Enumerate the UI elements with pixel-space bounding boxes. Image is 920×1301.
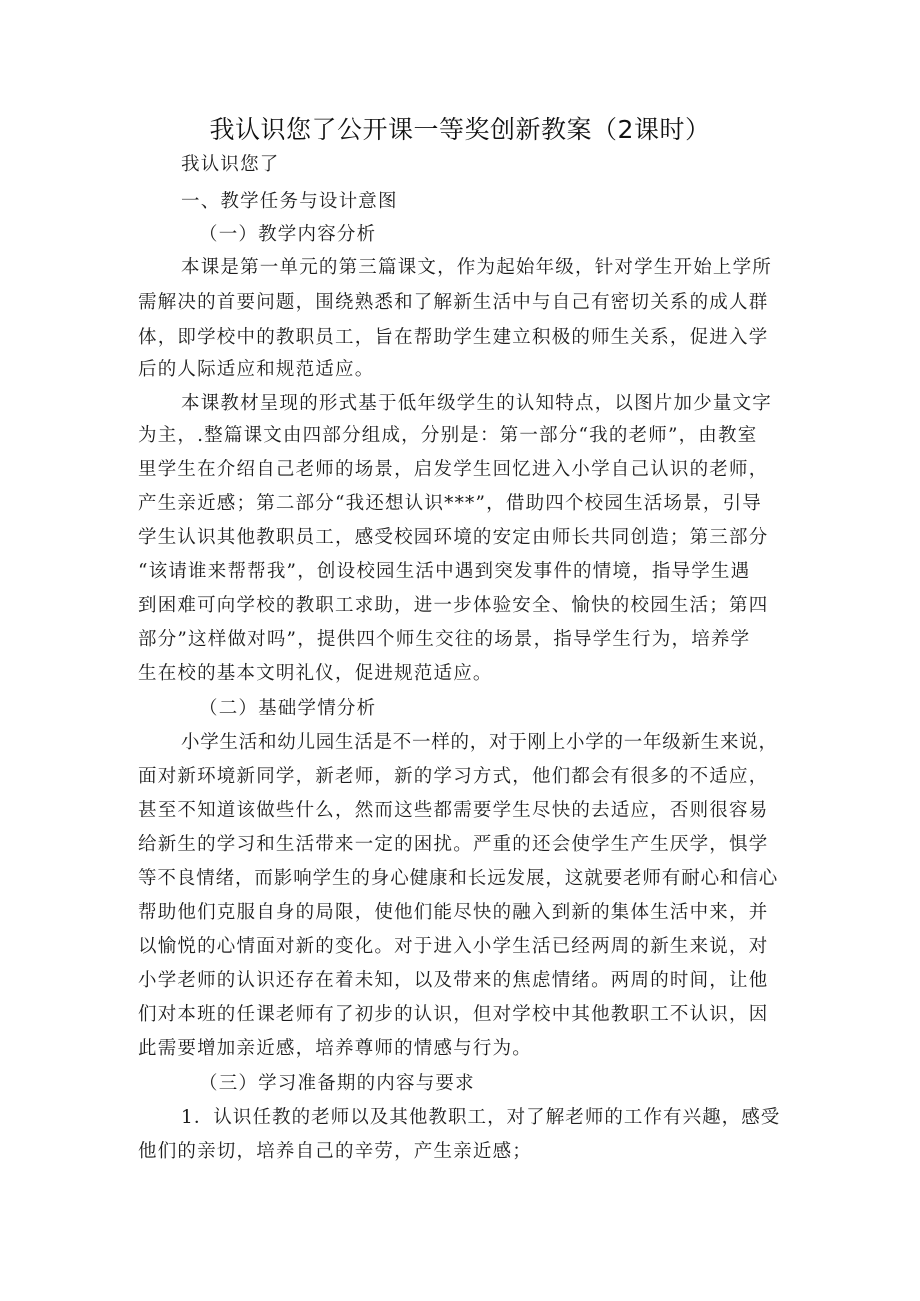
subsection-heading-3: （三）学习准备期的内容与要求 [199,1073,475,1094]
paragraph-line: 本课教材呈现的形式基于低年级学生的认知特点，以图片加少量文字 [181,393,773,414]
paragraph-line: 以愉悦的心情面对新的变化。对于进入小学生活已经两周的新生来说，对 [138,936,769,957]
section-heading-1: 一、教学任务与设计意图 [181,191,398,212]
paragraph-line: 学生认识其他教职员工，感受校园环境的安定由师长共同创造；第三部分 [138,527,769,548]
paragraph-line: 此需要增加亲近感，培养尊师的情感与行为。 [138,1038,533,1059]
paragraph-line: 里学生在介绍自己老师的场景，启发学生回忆进入小学自己认识的老师， [138,459,769,480]
paragraph-line: 体，即学校中的教职员工，旨在帮助学生建立积极的师生关系，促进入学 [138,327,769,348]
paragraph-line: 甚至不知道该做些什么，然而这些都需要学生尽快的去适应，否则很容易 [138,800,769,821]
paragraph-line: 等不良情绪，而影响学生的身心健康和长远发展，这就要老师有耐心和信心 [138,868,779,889]
paragraph-line: 他们的亲切，培养自己的辛劳，产生亲近感； [138,1141,533,1162]
paragraph-line: 给新生的学习和生活带来一定的困扰。严重的还会使学生产生厌学，惧学 [138,834,769,855]
paragraph-line: 帮助他们克服自身的局限，使他们能尽快的融入到新的集体生活中来，并 [138,902,769,923]
paragraph-line: 小学老师的认识还存在着未知，以及带来的焦虑情绪。两周的时间，让他 [138,970,769,991]
paragraph-line: 部分”这样做对吗”，提供四个师生交往的场景，指导学生行为，培养学 [138,629,751,650]
paragraph-line: 面对新环境新同学，新老师，新的学习方式，他们都会有很多的不适应， [138,766,769,787]
subsection-heading-1: （一）教学内容分析 [199,224,377,245]
paragraph-line: 们对本班的任课老师有了初步的认识，但对学校中其他教职工不认识，因 [138,1004,769,1025]
paragraph-line: 本课是第一单元的第三篇课文，作为起始年级，针对学生开始上学所 [181,257,773,278]
paragraph-line: 需解决的首要问题，围绕熟悉和了解新生活中与自己有密切关系的成人群 [138,292,769,313]
paragraph-line: 为主，.整篇课文由四部分组成，分别是：第一部分“我的老师”，由教室 [138,425,758,446]
paragraph-line: “该请谁来帮帮我”，创设校园生活中遇到突发事件的情境，指导学生遇 [138,561,751,582]
paragraph-line: 到困难可向学校的教职工求助，进一步体验安全、愉快的校园生活；第四 [138,595,769,616]
list-item-1: 1．认识任教的老师以及其他教职工，对了解老师的工作有兴趣，感受 [181,1107,781,1128]
lesson-name: 我认识您了 [181,154,280,175]
paragraph-line: 后的人际适应和规范适应。 [138,359,375,380]
paragraph-line: 生在校的基本文明礼仪，促进规范适应。 [138,663,493,684]
document-title: 我认识您了公开课一等奖创新教案（2课时） [209,115,711,144]
paragraph-line: 产生亲近感；第二部分“我还想认识***”，借助四个校园生活场景，引导 [138,493,762,514]
subsection-heading-2: （二）基础学情分析 [199,698,377,719]
paragraph-line: 小学生活和幼儿园生活是不一样的，对于刚上小学的一年级新生来说， [181,732,778,753]
